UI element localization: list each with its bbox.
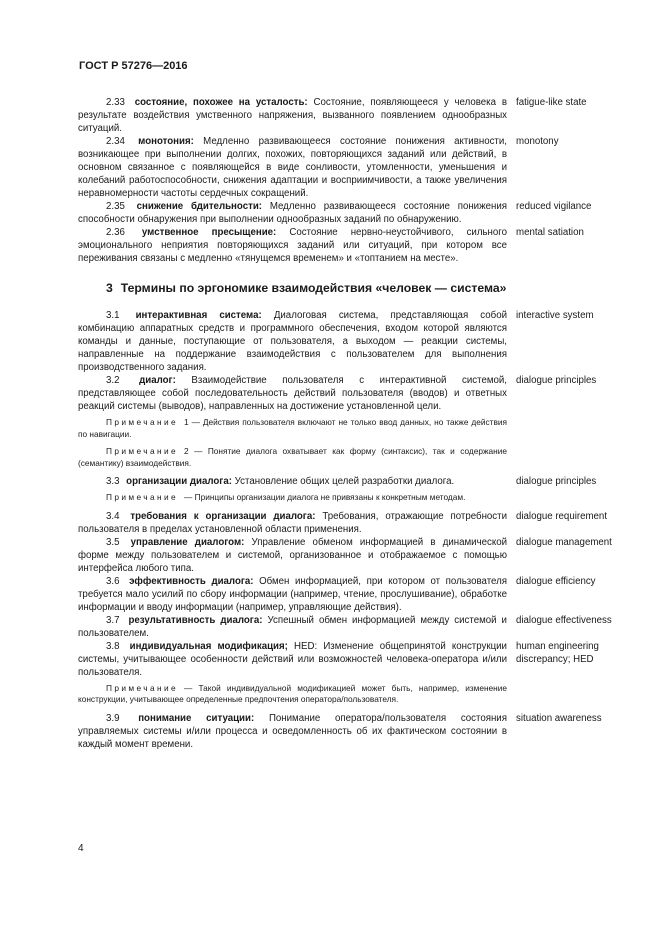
- note: [78, 492, 507, 504]
- note-text: — Принципы организации диалога не привязаны к конкретным методам.: [184, 492, 466, 502]
- term-number: 3.9: [106, 712, 120, 724]
- note-text: 2 — Понятие диалога охватывает как форму (синтаксис), так и содержание (семантику) взаимодействия.: [78, 446, 507, 468]
- term-name: эффективность диалога:: [129, 575, 254, 587]
- term-number: 3.6: [106, 575, 120, 587]
- term-number: 3.5: [106, 536, 120, 548]
- term-definition: Состояние, появляющееся у человека в результате воздействия умственного напряжения, вызванного появлением однообразных ситуаций.: [78, 97, 507, 134]
- term-number: 2.35: [106, 201, 125, 212]
- note-label: Примечание: [106, 446, 179, 456]
- term-name: организации диалога:: [126, 476, 232, 487]
- term-number: 3.7: [106, 614, 120, 626]
- term-number: 2.33: [106, 97, 125, 108]
- term-number: 3.4: [106, 510, 120, 522]
- term-entry-3-4: [78, 510, 616, 536]
- term-entry-3-1: [78, 309, 616, 374]
- term-entry-2-34: [78, 135, 616, 200]
- term-name: интерактивная система:: [135, 310, 262, 321]
- note: [78, 683, 507, 706]
- term-definition: Управление обменом информацией в динамической форме между пользователем и системой, организованное и отображаемое с помощью интерфейса любого типа.: [78, 536, 508, 574]
- term-definition: Понимание оператора/пользователя состояния управляемых системы и/или процесса и осведомленность об их фактическом состоянии в каждый момент времени.: [78, 712, 507, 750]
- section-title: Термины по эргономике взаимодействия «человек — система»: [120, 281, 507, 295]
- note-label: Примечание: [106, 682, 179, 693]
- note-label: Примечание: [106, 492, 179, 502]
- term-entry-3-9: [78, 712, 616, 751]
- term-number: 3.1: [106, 310, 120, 321]
- term-entry-3-3: [78, 475, 616, 488]
- term-definition: Диалоговая система, представляющая собой комбинацию аппаратных средств и программного обеспечения, входом которой являются команды и данные, поступающие от пользователя, а выходом — реакции системы, направленные на поддержание взаимодействия с пользователем для выполнения производственного задания.: [78, 310, 507, 373]
- term-english: dialogue efficiency: [516, 575, 596, 587]
- term-entry-3-2: [78, 374, 616, 413]
- term-name: требования к организации диалога:: [130, 510, 316, 522]
- term-name: результативность диалога:: [128, 614, 263, 626]
- term-definition: Состояние нервно-неустойчивого, сильного эмоционального неприятия повторяющихся заданий или ситуаций, при котором все переживания связаны с медленно «тянущемся временем» и «топтанием на месте».: [78, 227, 507, 264]
- term-english: mental satiation: [516, 227, 584, 238]
- term-entry-3-7: [78, 614, 616, 640]
- term-definition: Изменение общепринятой конструкции системы, учитывающее особенности действий или возможностей человека-оператора и/или пользователя.: [78, 640, 507, 678]
- term-name: управление диалогом:: [130, 536, 245, 548]
- term-entry-3-6: [78, 575, 616, 614]
- term-definition: Требования, отражающие потребности пользователя в пределах установленной области применения.: [78, 510, 507, 535]
- term-entry-2-33: [78, 96, 616, 135]
- note-label: Примечание: [106, 417, 179, 427]
- term-english: dialogue requirement: [516, 510, 608, 522]
- term-name: состояние, похожее на усталость:: [134, 97, 308, 108]
- note: [78, 417, 507, 440]
- term-abbreviation: HED:: [294, 640, 318, 652]
- term-english: dialogue management: [516, 536, 612, 548]
- term-number: 3.3: [106, 476, 120, 487]
- standard-header: ГОСТ Р 57276—2016: [79, 60, 188, 72]
- term-number: 3.2: [106, 375, 120, 386]
- term-name: монотония:: [138, 136, 194, 147]
- term-entry-3-5: [78, 536, 616, 575]
- term-english: dialogue principles: [516, 375, 597, 386]
- term-name: понимание ситуации:: [138, 712, 255, 724]
- term-definition: Установление общих целей разработки диалога.: [234, 476, 455, 487]
- section-number: 3: [106, 281, 113, 295]
- term-english: reduced vigilance: [516, 201, 592, 212]
- term-number: 2.36: [106, 227, 125, 238]
- term-definition: Медленно развивающееся состояние понижения способности обнаружения при выполнении однообразных заданий по обнаружению.: [78, 201, 507, 225]
- term-english: interactive system: [516, 310, 594, 321]
- term-english: monotony: [516, 136, 559, 147]
- note-text: 1 — Действия пользователя включают не только ввод данных, но также действия по навигации.: [78, 417, 507, 439]
- term-english: situation awareness: [516, 712, 602, 724]
- term-english: dialogue principles: [516, 476, 597, 487]
- term-english: dialogue effectiveness: [516, 614, 612, 626]
- term-name: умственное пресыщение:: [141, 227, 277, 238]
- page-number: 4: [78, 843, 84, 854]
- term-number: 3.8: [106, 640, 120, 652]
- content: [78, 96, 616, 751]
- term-english: human engineering discrepancy; HED: [516, 640, 599, 665]
- term-definition: Успешный обмен информацией между системой и пользователем.: [78, 614, 507, 639]
- note: [78, 446, 507, 469]
- term-entry-2-35: [78, 200, 616, 226]
- term-definition: Медленно развивающееся состояние понижения активности, возникающее при выполнении долгих, похожих, повторяющихся заданий или действий, в основном связанное с появляющейся в виде сонливости, утомленности, уменьшения и колебаний работоспособности, снижения адаптации и восприимчивости, а также увеличения неравномерности частоты сердечных сокращений.: [78, 136, 507, 199]
- term-english: fatigue-like state: [516, 97, 587, 108]
- section-heading: [106, 281, 616, 295]
- note-text: — Такой индивидуальной модификацией может быть, например, изменение конструкции, учитывающее определенные предпочтения оператора/пользователя.: [78, 682, 507, 704]
- term-definition: Взаимодействие пользователя с интерактивной системой, представляющее собой последовательность действий пользователя (вводов) и ответных реакций системы (выводов), направленных на достижение установленной цели.: [78, 375, 507, 412]
- term-entry-2-36: [78, 226, 616, 265]
- term-entry-3-8: [78, 640, 616, 679]
- term-name: индивидуальная модификация;: [129, 640, 288, 652]
- term-name: снижение бдительности:: [136, 201, 263, 212]
- term-definition: Обмен информацией, при котором от пользователя требуется мало усилий по сбору информации (например, чтение, прослушивание), обработке информации и вводу информации (например, управляющие действия).: [78, 575, 507, 613]
- term-number: 2.34: [106, 136, 125, 147]
- term-name: диалог:: [139, 375, 176, 386]
